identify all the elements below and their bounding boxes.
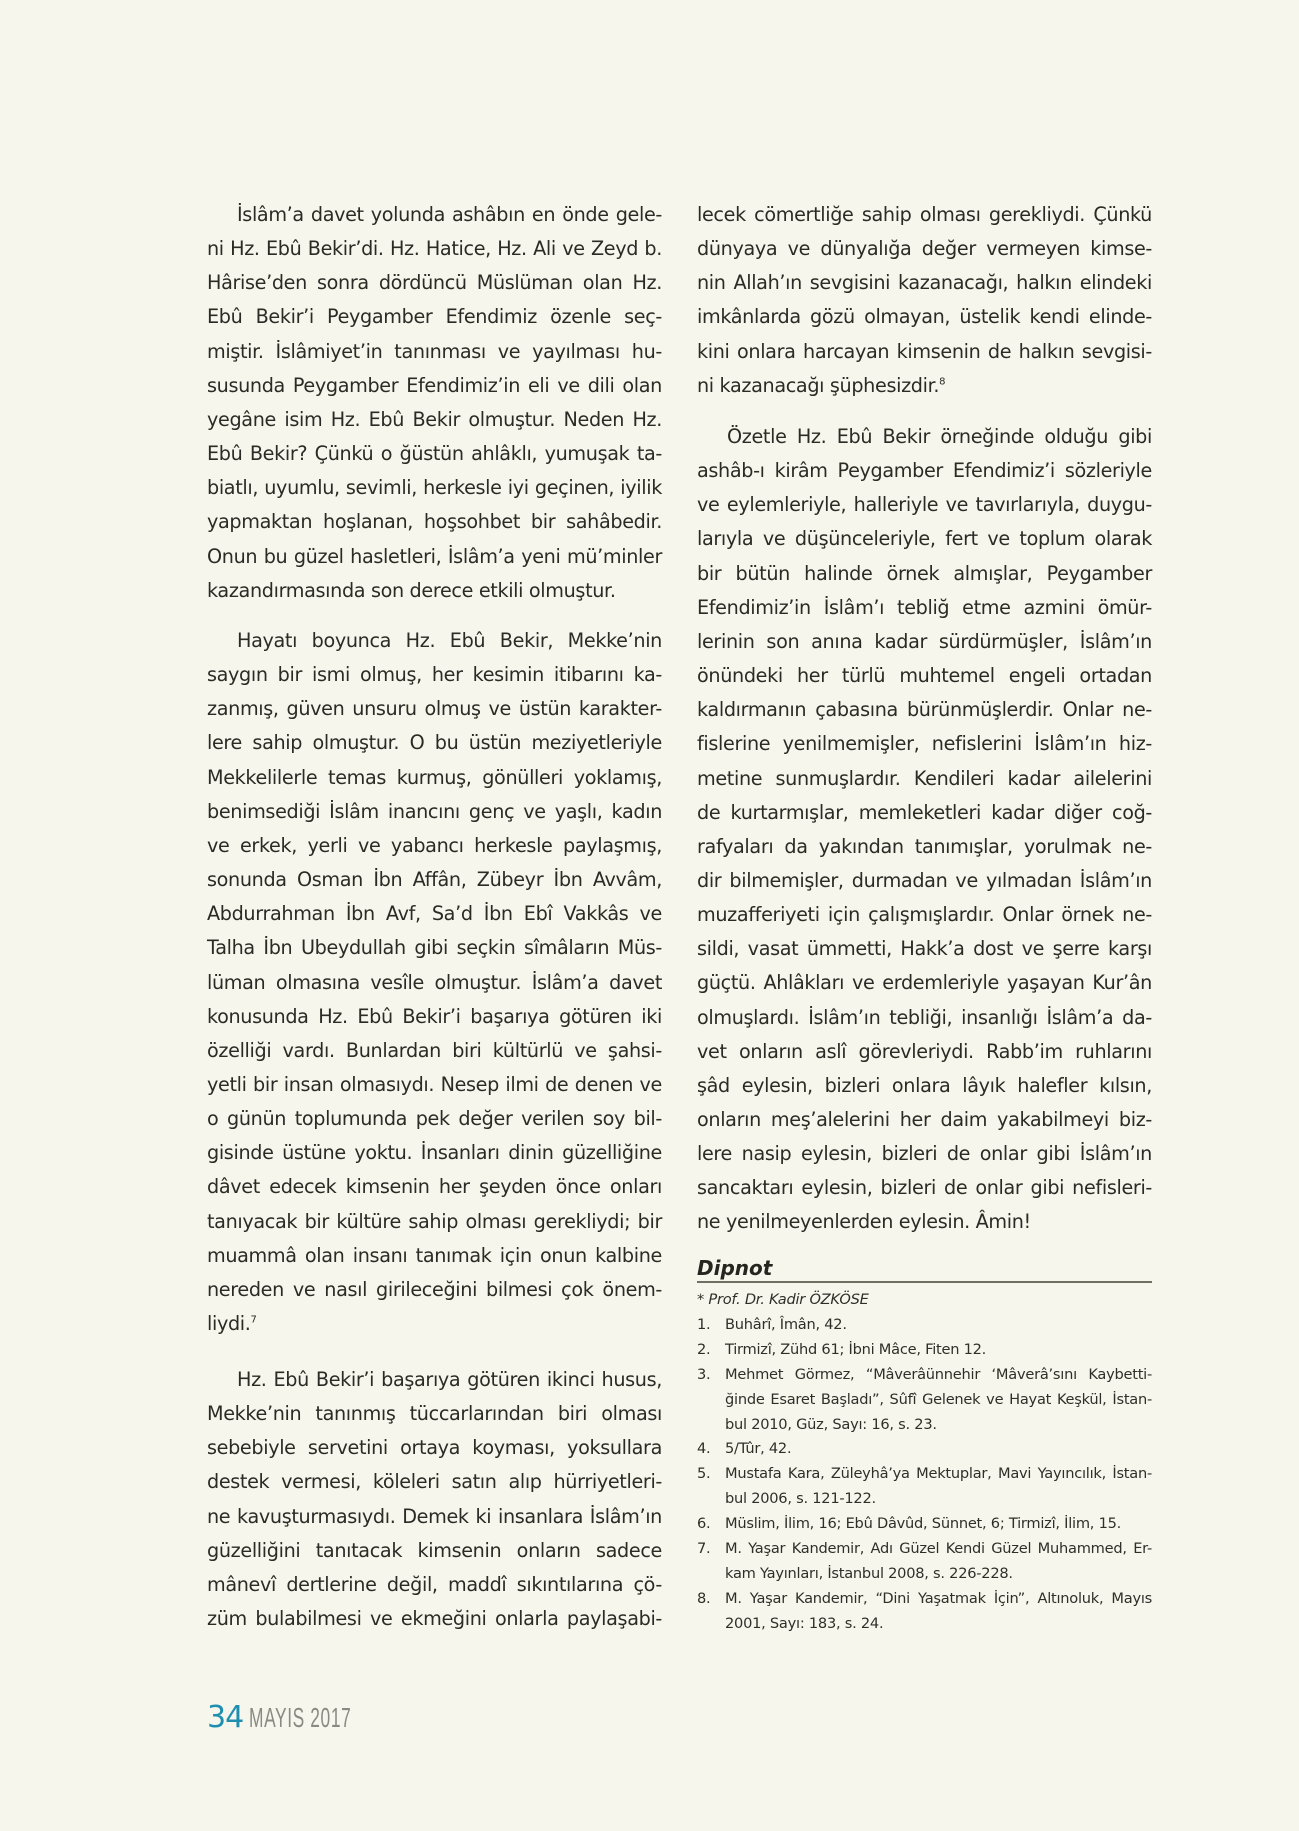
text-line: tanıyacak bir kültüre sahip olması gerekliydi; bir (207, 1209, 662, 1233)
text-line: rafyaları da yakından tanımışlar, yorulmak ne- (697, 834, 1152, 858)
text-line: vet onların aslî görevleriydi. Rabb’im ruhlarını (697, 1039, 1152, 1063)
footnote-text: Mustafa Kara, Züleyhâ’ya Mektuplar, Mavi Yayıncılık, İstan- (725, 1465, 1152, 1483)
footnote-item (697, 1487, 1152, 1512)
footnote-item (697, 1338, 1152, 1363)
text-line: Hz. Ebû Bekir’i başarıya götüren ikinci husus, (237, 1368, 662, 1391)
text-line: kaldırmanın çabasına bürünmüşlerdir. Onlar ne- (697, 698, 1152, 722)
text-line: dünyaya ve dünyalığa değer vermeyen kimse- (697, 237, 1152, 261)
text-line: ve erkek, yerli ve yabancı herkesle paylaşmış, (207, 833, 662, 857)
text-line: destek vermesi, köleleri satın alıp hürriyetleri- (207, 1470, 662, 1494)
footnote-number: 5. (697, 1465, 711, 1483)
footnote-item (697, 1612, 1152, 1637)
issue-date: MAYIS 2017 (249, 1702, 352, 1733)
text-line: liydi.$^7$ (207, 1312, 257, 1335)
text-line: nereden ve nasıl girileceğini bilmesi çok önem- (207, 1277, 662, 1301)
footnote-item (697, 1437, 1152, 1462)
text-line: lere sahip olmuştur. O bu üstün meziyetleriyle (207, 731, 662, 755)
text-line: mânevî dertlerine değil, maddî sıkıntılarına çö- (207, 1572, 662, 1596)
footnote-text: M. Yaşar Kandemir, Adı Güzel Kendi Güzel Muhammed, Er- (725, 1540, 1152, 1557)
text-line: muammâ olan insanı tanımak için onun kalbine (207, 1243, 662, 1267)
text-line: fislerine yenilmemişler, nefislerini İslâm’ın hiz- (697, 732, 1152, 756)
footnote-reference[interactable]: 8 (939, 376, 946, 388)
text-line: lecek cömertliğe sahip olması gerekliydi. Çünkü (697, 203, 1152, 226)
footnote-text: Tirmizî, Zühd 61; İbni Mâce, Fiten 12. (725, 1340, 987, 1358)
footnote-item (697, 1562, 1152, 1587)
text-line: şâd eylesin, bizleri onlara lâyık halefler kılsın, (697, 1073, 1152, 1097)
text-line: imkânlarda gözü olmayan, üstelik kendi elinde- (697, 305, 1152, 329)
page-footer (207, 1700, 414, 1736)
text-line: ve eylemleriyle, halleriyle ve tavırlarıyla, duygu- (697, 493, 1152, 517)
text-line: ne yenilmeyenlerden eylesin. Âmin! (697, 1210, 1031, 1234)
text-line: Ebû Bekir’i Peygamber Efendimiz özenle seç- (207, 305, 662, 329)
text-line: miştir. İslâmiyet’in tanınması ve yayılması hu- (207, 339, 662, 363)
text-line: İslâm’a davet yolunda ashâbın en önde gele- (237, 203, 662, 226)
footnotes-title: Dipnot (697, 1256, 773, 1280)
footnote-number: 4. (697, 1440, 711, 1458)
text-line: güçtü. Ahlâkları ve erdemleriyle yaşayan Kur’ân (697, 971, 1152, 995)
footnote-reference[interactable]: 7 (250, 1314, 257, 1326)
text-line: Efendimiz’in İslâm’ı tebliğ etme azmini ömür- (697, 595, 1152, 619)
text-line: ashâb-ı kirâm Peygamber Efendimiz’i sözleriyle (697, 459, 1152, 483)
text-line: kazandırmasında son derece etkili olmuştur. (207, 578, 616, 602)
text-line: dir bilmemişler, durmadan ve yılmadan İslâm’ın (697, 868, 1152, 892)
text-line: sildi, vasat ümmetti, Hakk’a dost ve şerre karşı (697, 937, 1152, 961)
text-line: sancaktarı eylesin, bizleri de onlar gibi nefisleri- (697, 1176, 1152, 1200)
text-line: Onun bu güzel hasletleri, İslâm’a yeni mü’minler (207, 544, 662, 568)
text-line: o günün toplumunda pek değer verilen soy bil- (207, 1107, 662, 1131)
text-line: Talha İbn Ubeydullah gibi seçkin sîmâların Müs- (207, 936, 662, 960)
text-line: Mekkelilerle temas kurmuş, gönülleri yoklamış, (207, 765, 662, 789)
footnote-number: 7. (697, 1540, 711, 1557)
text-line: sebebiyle servetini ortaya koyması, yoksullara (207, 1436, 662, 1460)
text-line: benimsediği İslâm inancını genç ve yaşlı, kadın (207, 799, 662, 823)
text-line: zanmış, güven unsuru olmuş ve üstün karakter- (207, 697, 662, 721)
text-line: kini onlara harcayan kimsenin de halkın sevgisi- (697, 339, 1152, 363)
footnote-number: 3. (697, 1365, 711, 1383)
footnote-text: ğinde Esaret Başladı”, Sûfî Gelenek ve Hayat Keşkül, İstan- (725, 1390, 1152, 1408)
footnote-text: bul 2010, Güz, Sayı: 16, s. 23. (725, 1415, 937, 1433)
footnote-item (697, 1512, 1152, 1537)
footnote-number: 1. (697, 1315, 711, 1333)
footnote-text: 2001, Sayı: 183, s. 24. (725, 1614, 884, 1632)
footnote-item (697, 1413, 1152, 1438)
text-line: güzelliğini tanıtacak kimsenin onların sadece (207, 1538, 662, 1562)
text-line: Hârise’den sonra dördüncü Müslüman olan Hz. (207, 271, 662, 295)
text-line: Abdurrahman İbn Avf, Sa’d İbn Ebî Vakkâs ve (207, 902, 662, 926)
footnote-text: Müslim, İlim, 16; Ebû Dâvûd, Sünnet, 6; Tirmizî, İlim, 15. (725, 1515, 1122, 1533)
text-line: züm bulabilmesi ve ekmeğini onlarla paylaşabi- (207, 1607, 662, 1631)
text-line: ni Hz. Ebû Bekir’di. Hz. Hatice, Hz. Ali ve Zeyd b. (207, 237, 662, 261)
footnote-item (697, 1537, 1152, 1562)
footnote-item (697, 1388, 1152, 1413)
footnote-text: Mehmet Görmez, “Mâverâünnehir ‘Mâverâ’sını Kaybetti- (725, 1365, 1152, 1383)
text-line: saygın bir ismi olmuş, her kesimin itibarını ka- (207, 663, 662, 687)
footnote-author: * Prof. Dr. Kadir ÖZKÖSE (697, 1291, 869, 1308)
text-line: ni kazanacağı şüphesizdir.$^8$ (697, 373, 946, 397)
text-line: sonunda Osman İbn Affân, Zübeyr İbn Avvâm, (207, 868, 662, 892)
text-line: lere nasip eylesin, bizleri de onlar gibi İslâm’ın (697, 1142, 1152, 1166)
footnote-item (697, 1462, 1152, 1487)
footnote-text: bul 2006, s. 121-122. (725, 1490, 876, 1508)
text-line: muzafferiyeti için çalışmışlardır. Onlar örnek ne- (697, 903, 1152, 927)
text-line: Özetle Hz. Ebû Bekir örneğinde olduğu gibi (727, 425, 1152, 448)
footnote-number: 2. (697, 1340, 711, 1358)
text-line: gisinde üstüne yoktu. İnsanları dinin güzelliğine (207, 1141, 662, 1165)
text-line: bir bütün halinde örnek almışlar, Peygamber (697, 561, 1152, 585)
footnote-text: M. Yaşar Kandemir, “Dini Yaşatmak İçin”, Altınoluk, Mayıs (725, 1589, 1152, 1607)
footnote-number: 8. (697, 1589, 711, 1607)
text-line: de kurtarmışlar, memleketleri kadar diğer coğ- (697, 800, 1152, 824)
text-line: lerinin son anına kadar sürdürmüşler, İslâm’ın (697, 629, 1152, 653)
text-line: dâvet edecek kimsenin her şeyden önce onları (207, 1175, 662, 1199)
text-line: ne kavuşturmasıydı. Demek ki insanlara İslâm’ın (207, 1504, 662, 1528)
text-line: larıyla ve düşünceleriyle, fert ve toplum olarak (697, 527, 1152, 551)
text-line: biatlı, uyumlu, sevimli, herkesle iyi geçinen, iyilik (207, 476, 662, 500)
text-line: olmuşlardı. İslâm’ın tebliği, insanlığı İslâm’a da- (697, 1005, 1152, 1029)
text-line: Ebû Bekir? Çünkü o ğüstün ahlâklı, yumuşak ta- (207, 442, 662, 466)
footnote-text: kam Yayınları, İstanbul 2008, s. 226-228. (725, 1564, 1013, 1582)
text-line: özelliği vardı. Bunlardan biri kültürlü ve şahsi- (207, 1038, 662, 1062)
footnote-text: Buhârî, Îmân, 42. (725, 1315, 847, 1333)
text-line: onların meş’alelerini her daim yakabilmeyi biz- (697, 1108, 1152, 1131)
text-line: konusunda Hz. Ebû Bekir’i başarıya götüren iki (207, 1004, 662, 1028)
footnote-text: 5/Tûr, 42. (725, 1440, 792, 1458)
footnote-item (697, 1363, 1152, 1388)
footnote-number: 6. (697, 1515, 711, 1533)
text-line: susunda Peygamber Efendimiz’in eli ve dili olan (207, 373, 662, 397)
text-line: nin Allah’ın sevgisini kazanacağı, halkın elindeki (697, 271, 1152, 295)
text-line: metine sunmuşlardır. Kendileri kadar ailelerini (697, 766, 1152, 790)
text-line: Hayatı boyunca Hz. Ebû Bekir, Mekke’nin (237, 629, 662, 652)
text-line: Mekke’nin tanınmış tüccarlarından biri olması (207, 1402, 662, 1426)
footnote-item (697, 1587, 1152, 1612)
text-line: yegâne isim Hz. Ebû Bekir olmuştur. Neden Hz. (207, 407, 662, 431)
text-line: yetli bir insan olmasıydı. Nesep ilmi de denen ve (207, 1072, 662, 1096)
text-line: lüman olmasına vesîle olmuştur. İslâm’a davet (207, 970, 662, 994)
footnotes-divider (697, 1281, 1152, 1283)
footnote-item (697, 1313, 1152, 1338)
page-number: 34 (207, 1700, 244, 1735)
text-line: yapmaktan hoşlanan, hoşsohbet bir sahâbedir. (207, 510, 662, 534)
text-line: önündeki her türlü muhtemel engeli ortadan (697, 664, 1152, 688)
